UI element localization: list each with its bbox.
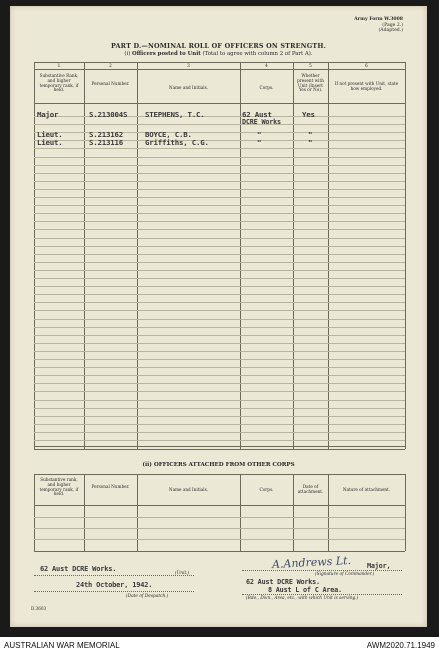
colnum-1: 1 — [57, 63, 61, 68]
sec2-rule-3 — [34, 539, 405, 540]
header-personal-number: Personal Number. — [91, 81, 130, 86]
ruled-line — [34, 278, 405, 279]
row2-number: S.213162 — [89, 130, 123, 139]
date-caption: (Date of Despatch.) — [126, 594, 169, 599]
ruled-line — [34, 424, 405, 425]
ruled-line — [34, 286, 405, 287]
ruled-line — [34, 416, 405, 417]
colnum-4: 4 — [265, 63, 268, 68]
ruled-line — [34, 367, 405, 368]
ruled-line — [34, 270, 405, 271]
credit-bar — [0, 637, 439, 653]
row2-corps: " — [257, 130, 262, 139]
row1-number: S.213004S — [89, 110, 128, 119]
ruled-line — [34, 229, 405, 230]
row1-corps: 62 Aust — [242, 110, 272, 119]
row2-present: " — [308, 130, 313, 139]
header-bottom-line — [34, 103, 405, 104]
sec2-header-name: Name and Initials. — [168, 487, 209, 492]
row3-rank: Lieut. — [37, 138, 63, 147]
colnum-3: 3 — [187, 63, 190, 68]
row3-number: S.213116 — [89, 138, 123, 147]
ruled-line — [34, 213, 405, 214]
ruled-line — [34, 197, 405, 198]
form-reference — [354, 17, 403, 34]
ruled-line — [34, 189, 405, 190]
ruled-line — [34, 391, 405, 392]
colnum-2: 2 — [109, 63, 112, 68]
sec2-header-line — [34, 505, 405, 506]
ruled-line — [34, 262, 405, 263]
row1-name: STEPHENS, T.C. — [145, 110, 205, 119]
sec2-header-rank: Substantive rank, and higher temporary rank, if held. — [39, 477, 79, 497]
ruled-line — [34, 181, 405, 182]
part-title: PART D.—NOMINAL ROLL OF OFFICERS ON STRENGTH. — [110, 42, 327, 50]
ruled-line — [34, 148, 405, 149]
despatch-date: 24th October, 1942. — [76, 581, 153, 589]
unit-value: 62 Aust DCRE Works. — [40, 565, 117, 573]
credit-accession: AWM2020.71.1949 — [366, 641, 435, 650]
unit-caption: (Unit.) — [175, 571, 190, 576]
header-corps: Corps. — [259, 85, 274, 90]
document-sheet — [10, 6, 427, 627]
row3-present: " — [308, 138, 313, 147]
ruled-line — [34, 408, 405, 409]
credit-institution: AUSTRALIAN WAR MEMORIAL — [4, 641, 120, 650]
header-rank: Substantive Rank, and higher temporary rank, if held. — [39, 73, 79, 93]
row3-name: Griffiths, C.G. — [145, 138, 209, 147]
ruled-line — [34, 302, 405, 303]
table-top-line — [34, 62, 405, 63]
form-page: (Page 2.) — [382, 22, 403, 28]
sec2-rule-2 — [34, 528, 405, 529]
serving-unit-line1: 62 Aust DCRE Works. — [246, 578, 320, 586]
commander-signature: A.Andrews Lt. — [271, 553, 352, 572]
row1-present: Yes — [302, 110, 315, 119]
ruled-line — [34, 359, 405, 360]
sec2-header-date: Date of attachment. — [297, 484, 324, 494]
ruled-line — [34, 310, 405, 311]
ruled-line — [34, 440, 405, 441]
ruled-line — [34, 432, 405, 433]
row2-name: BOYCE, C.B. — [145, 130, 192, 139]
section2-title: (ii) OFFICERS ATTACHED FROM OTHER CORPS — [142, 462, 295, 468]
ruled-line — [34, 319, 405, 320]
header-present: Whether present with Unit (Insert Yes or No). — [297, 73, 324, 93]
signature-caption: (Signature of Commander.) — [315, 572, 375, 577]
sec2-bottom-line — [34, 551, 405, 552]
ruled-line — [34, 335, 405, 336]
ruled-line — [34, 327, 405, 328]
ruled-line — [34, 157, 405, 158]
form-name: Army Form W.3008 — [354, 17, 403, 22]
ruled-line — [34, 238, 405, 239]
stock-number: D.3603 — [31, 606, 47, 611]
signature-dotted-line — [242, 570, 402, 571]
ruled-line — [34, 383, 405, 384]
subtitle-rest: (Total to agree with column 2 of Part A). — [202, 51, 313, 57]
ruled-line — [34, 173, 405, 174]
area-caption: (Bde., Divn., Area, etc., with which Unit is serving.) — [246, 596, 359, 601]
sec2-rule-1 — [34, 517, 405, 518]
serving-unit-line2: 8 Aust L of C Area. — [268, 586, 342, 594]
ruled-line — [34, 294, 405, 295]
col-border-right — [405, 62, 406, 449]
ruled-line — [34, 400, 405, 401]
ruled-line — [34, 351, 405, 352]
ruled-line — [34, 165, 405, 166]
colnum-5: 5 — [309, 63, 312, 68]
date-dotted-line — [34, 591, 194, 592]
form-adapted: (Adapted.) — [378, 28, 403, 34]
table-bottom-line — [34, 446, 405, 447]
ruled-line — [34, 254, 405, 255]
colnum-6: 6 — [365, 63, 368, 68]
sec2-top-line — [34, 474, 405, 475]
subtitle-bold: Officers posted to Unit — [132, 51, 201, 57]
header-absent: If not present with Unit, state how employed. — [334, 81, 399, 91]
header-name: Name and Initials. — [168, 85, 209, 90]
ruled-line — [34, 205, 405, 206]
sec2-col-right — [405, 474, 406, 551]
signature-rank: Major, — [367, 562, 391, 570]
ruled-line — [34, 343, 405, 344]
section-subtitle — [10, 51, 427, 57]
subtitle-number: (i) — [124, 51, 131, 57]
row3-corps: " — [257, 138, 262, 147]
table-bottom-line-2 — [34, 449, 405, 450]
area-dotted-line — [242, 594, 402, 595]
ruled-line — [34, 375, 405, 376]
ruled-line — [34, 124, 405, 125]
sec2-header-nature: Nature of attachment. — [342, 487, 391, 492]
row1-corps-line2: DCRE Works — [242, 118, 281, 126]
unit-dotted-line — [34, 575, 194, 576]
colnum-line — [34, 69, 405, 70]
ruled-line — [34, 221, 405, 222]
row1-rank: Major — [37, 110, 59, 119]
row2-rank: Lieut. — [37, 130, 63, 139]
ruled-line — [34, 246, 405, 247]
sec2-header-corps: Corps. — [259, 487, 274, 492]
sec2-header-personal: Personal Number. — [91, 484, 130, 489]
